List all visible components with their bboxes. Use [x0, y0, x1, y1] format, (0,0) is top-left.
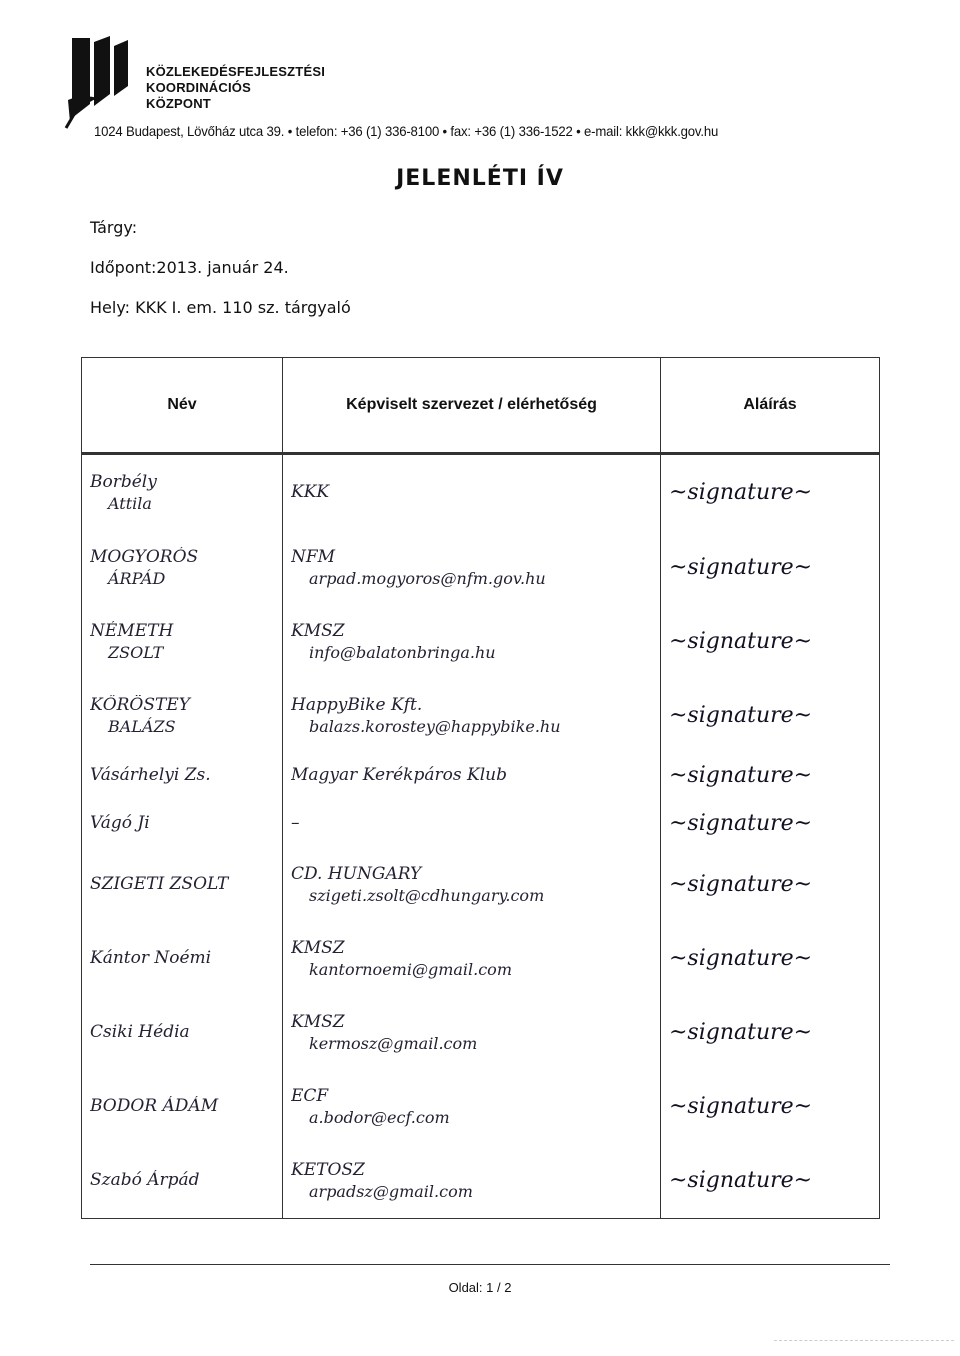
- table-row: [82, 604, 880, 678]
- attendee-signature: [661, 996, 880, 1070]
- attendee-signature: [661, 454, 880, 531]
- kkk-logo-icon: [62, 34, 132, 130]
- contact-line: info@balatonbringa.hu: [309, 642, 496, 662]
- attendee-organization: [283, 530, 661, 604]
- table-row: [82, 922, 880, 996]
- attendee-name: [82, 752, 283, 800]
- name-line-1: Vágó Ji: [90, 812, 150, 833]
- attendee-name: [82, 454, 283, 531]
- place-field: Hely: KKK I. em. 110 sz. tárgyaló: [90, 298, 351, 317]
- organization-name: [146, 64, 325, 112]
- page-title: JELENLÉTI ÍV: [396, 166, 564, 191]
- organization-line: NFM: [291, 546, 336, 567]
- attendee-organization: [283, 1070, 661, 1144]
- signature-scribble: ~signature~: [669, 811, 813, 837]
- table-row: [82, 752, 880, 800]
- organization-line: Magyar Kerékpáros Klub: [291, 764, 507, 785]
- contact-line: a.bodor@ecf.com: [309, 1108, 450, 1128]
- signature-scribble: ~signature~: [669, 554, 813, 580]
- contact-line: balazs.korostey@happybike.hu: [309, 716, 561, 736]
- name-line-1: MOGYORÓS: [90, 546, 199, 567]
- org-line-2: KOORDINÁCIÓS: [146, 80, 251, 95]
- org-line-3: KÖZPONT: [146, 96, 211, 111]
- attendance-table: [81, 357, 879, 1219]
- time-field: Időpont:2013. január 24.: [90, 258, 289, 277]
- signature-scribble: ~signature~: [669, 1094, 813, 1120]
- contact-line: kantornoemi@gmail.com: [309, 960, 512, 980]
- attendee-organization: [283, 454, 661, 531]
- signature-scribble: ~signature~: [669, 628, 813, 654]
- attendee-signature: [661, 678, 880, 752]
- table-row: [82, 1070, 880, 1144]
- table-row: [82, 530, 880, 604]
- contact-address: 1024 Budapest, Lövőház utca 39. • telefon: +36 (1) 336-8100 • fax: +36 (1) 336-1522 • e-mail: kkk@kkk.gov.hu: [94, 123, 719, 139]
- attendee-organization: [283, 996, 661, 1070]
- table-row: [82, 454, 880, 531]
- organization-line: KMSZ: [291, 620, 345, 641]
- subject-label: Tárgy:: [90, 218, 138, 237]
- signature-scribble: ~signature~: [669, 480, 813, 505]
- table-row: [82, 1144, 880, 1219]
- attendee-organization: [283, 678, 661, 752]
- organization-line: ECF: [291, 1086, 329, 1107]
- attendee-name: [82, 800, 283, 848]
- attendee-signature: [661, 800, 880, 848]
- name-line-2: ZSOLT: [108, 642, 164, 662]
- signature-scribble: ~signature~: [669, 872, 813, 898]
- organization-line: HappyBike Kft.: [291, 694, 423, 715]
- attendee-signature: [661, 530, 880, 604]
- organization-line: KMSZ: [291, 1012, 345, 1033]
- attendee-name: [82, 678, 283, 752]
- signature-scribble: ~signature~: [669, 1168, 813, 1194]
- attendee-name: [82, 530, 283, 604]
- signature-scribble: ~signature~: [669, 702, 813, 728]
- name-line-1: Borbély: [90, 472, 157, 492]
- attendee-organization: [283, 752, 661, 800]
- header-name: Név: [82, 358, 283, 454]
- attendee-name: [82, 996, 283, 1070]
- attendee-organization: [283, 922, 661, 996]
- contact-line: szigeti.zsolt@cdhungary.com: [309, 886, 545, 906]
- name-line-1: KŐRÖSTEY: [90, 694, 190, 715]
- signature-scribble: ~signature~: [669, 1020, 813, 1046]
- attendee-organization: [283, 800, 661, 848]
- attendee-organization: [283, 604, 661, 678]
- table-row: [82, 848, 880, 922]
- organization-line: KKK: [291, 481, 330, 502]
- table-header-row: [82, 358, 880, 454]
- attendee-signature: [661, 752, 880, 800]
- name-line-2: BALÁZS: [108, 716, 176, 736]
- signature-scribble: ~signature~: [669, 763, 813, 789]
- attendee-organization: [283, 1144, 661, 1219]
- signature-scribble: ~signature~: [669, 946, 813, 972]
- organization-line: –: [291, 812, 300, 833]
- attendee-name: [82, 1144, 283, 1219]
- name-line-2: ÁRPÁD: [108, 568, 166, 588]
- organization-line: KMSZ: [291, 938, 345, 959]
- name-line-1: Csiki Hédia: [90, 1021, 190, 1042]
- name-line-1: Szabó Árpád: [90, 1169, 200, 1190]
- footer-divider: [90, 1264, 890, 1265]
- page-number: Oldal: 1 / 2: [448, 1280, 512, 1295]
- organization-line: KETOSZ: [291, 1160, 365, 1181]
- attendee-organization: [283, 848, 661, 922]
- name-line-1: Kántor Noémi: [90, 947, 212, 968]
- table-row: [82, 800, 880, 848]
- name-line-1: Vásárhelyi Zs.: [90, 764, 211, 785]
- attendee-name: [82, 1070, 283, 1144]
- attendee-name: [82, 848, 283, 922]
- name-line-1: SZIGETI ZSOLT: [90, 873, 229, 894]
- name-line-2: Attila: [108, 494, 152, 513]
- table-row: [82, 996, 880, 1070]
- contact-line: kermosz@gmail.com: [309, 1034, 478, 1054]
- contact-line: arpad.mogyoros@nfm.gov.hu: [309, 568, 546, 588]
- org-line-1: KÖZLEKEDÉSFEJLESZTÉSI: [146, 64, 326, 79]
- attendee-name: [82, 604, 283, 678]
- attendee-signature: [661, 848, 880, 922]
- table-row: [82, 678, 880, 752]
- attendee-signature: [661, 922, 880, 996]
- organization-line: CD. HUNGARY: [291, 864, 422, 885]
- attendee-name: [82, 922, 283, 996]
- attendee-signature: [661, 1070, 880, 1144]
- scan-artifact: [774, 1340, 954, 1341]
- attendee-signature: [661, 1144, 880, 1219]
- contact-line: arpadsz@gmail.com: [309, 1182, 473, 1202]
- name-line-1: NÉMETH: [90, 620, 174, 641]
- attendee-signature: [661, 604, 880, 678]
- name-line-1: BODOR ÁDÁM: [90, 1095, 219, 1116]
- header-signature: Aláírás: [661, 358, 880, 454]
- header-organization: Képviselt szervezet / elérhetőség: [283, 358, 661, 454]
